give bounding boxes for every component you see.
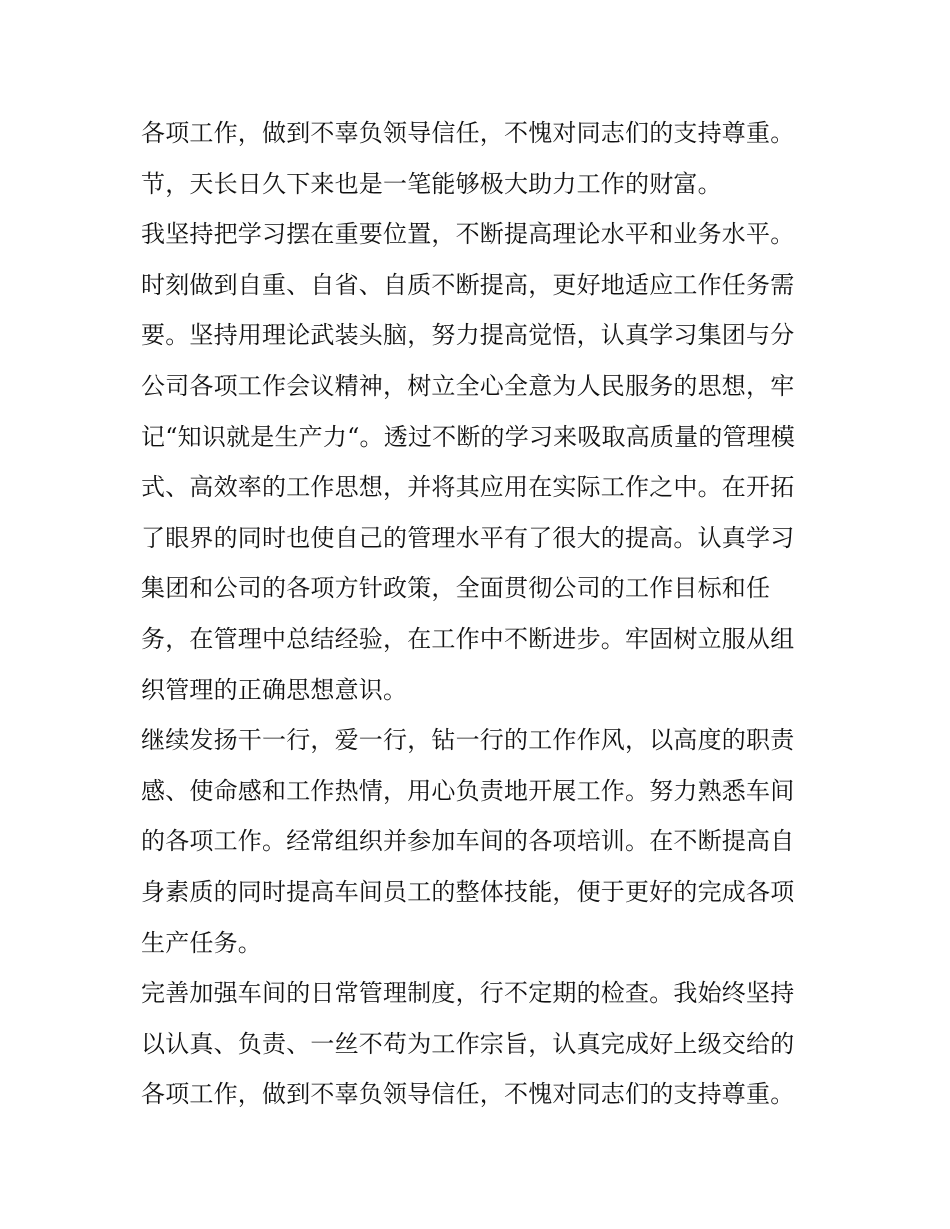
text-line: 了眼界的同时也使自己的管理水平有了很大的提高。认真学习 — [141, 523, 795, 552]
text-line: 式、高效率的工作思想，并将其应用在实际工作之中。在开拓 — [141, 473, 795, 502]
text-line: 节，天长日久下来也是一笔能够极大助力工作的财富。 — [141, 169, 722, 198]
text-line: 织管理的正确思想意识。 — [141, 675, 408, 704]
text-line: 生产任务。 — [141, 928, 262, 957]
text-line: 各项工作，做到不辜负领导信任，不愧对同志们的支持尊重。 — [141, 119, 795, 147]
text-line: 务，在管理中总结经验，在工作中不断进步。牢固树立服从组 — [141, 624, 795, 653]
text-line: 记“知识就是生产力“。透过不断的学习来吸取高质量的管理模 — [141, 422, 796, 451]
text-line: 继续发扬干一行，爱一行，钻一行的工作作风，以高度的职责 — [141, 726, 795, 755]
text-line: 完善加强车间的日常管理制度，行不定期的检查。我始终坚持 — [141, 979, 795, 1008]
text-line: 集团和公司的各项方针政策，全面贯彻公司的工作目标和任 — [141, 574, 771, 603]
text-line: 感、使命感和工作热情，用心负责地开展工作。努力熟悉车间 — [141, 776, 795, 805]
text-line: 的各项工作。经常组织并参加车间的各项培训。在不断提高自 — [141, 827, 795, 856]
text-line: 公司各项工作会议精神，树立全心全意为人民服务的思想，牢 — [141, 371, 795, 400]
text-line: 各项工作，做到不辜负领导信任，不愧对同志们的支持尊重。 — [141, 1080, 795, 1109]
body-text — [141, 108, 821, 1120]
text-line: 身素质的同时提高车间员工的整体技能，便于更好的完成各项 — [141, 877, 795, 906]
text-line: 要。坚持用理论武装头脑，努力提高觉悟，认真学习集团与分 — [141, 321, 795, 350]
text-line: 以认真、负责、一丝不苟为工作宗旨，认真完成好上级交给的 — [141, 1029, 795, 1058]
text-line: 时刻做到自重、自省、自质不断提高，更好地适应工作任务需 — [141, 270, 795, 299]
text-line: 我坚持把学习摆在重要位置，不断提高理论水平和业务水平。 — [141, 220, 795, 249]
